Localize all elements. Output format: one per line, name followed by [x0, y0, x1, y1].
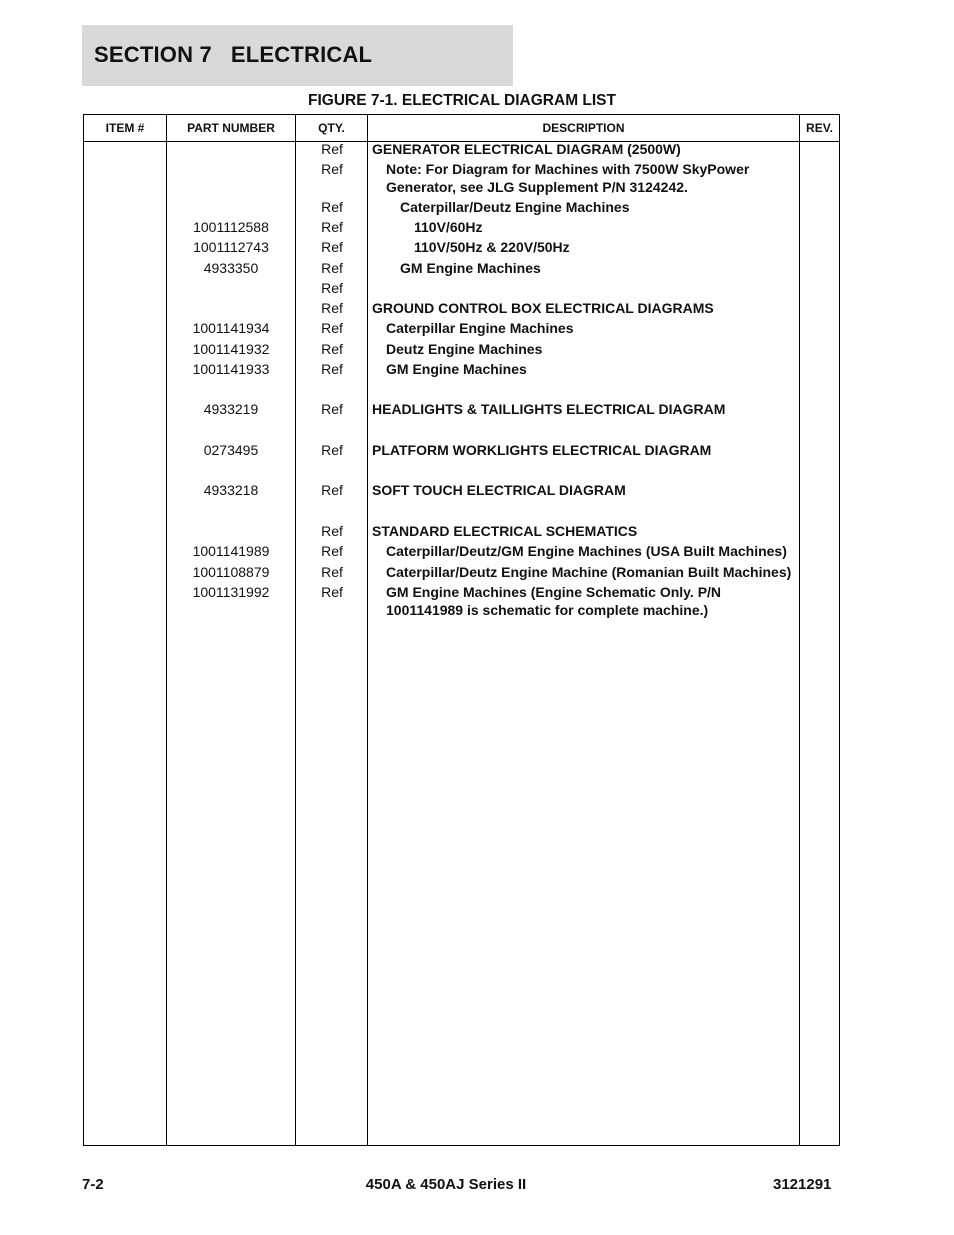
section-title: SECTION 7 ELECTRICAL	[94, 42, 373, 67]
electrical-diagram-table	[83, 114, 840, 1146]
description-cell: 110V/60Hz	[414, 219, 483, 235]
qty-cell: Ref	[321, 260, 343, 276]
description-cell: Caterpillar Engine Machines	[386, 320, 574, 336]
part-number-cell: 0273495	[203, 442, 259, 458]
description-cell: Caterpillar/Deutz Engine Machine (Romanian Built Machines)	[386, 564, 792, 580]
description-cell: GM Engine Machines (Engine Schematic Only. P/N	[386, 584, 722, 600]
figure-title: FIGURE 7-1. ELECTRICAL DIAGRAM LIST	[307, 92, 616, 109]
part-number-cell: 1001131992	[192, 584, 270, 600]
qty-cell: Ref	[321, 442, 343, 458]
description-cell: GROUND CONTROL BOX ELECTRICAL DIAGRAMS	[372, 300, 714, 316]
description-cell: GENERATOR ELECTRICAL DIAGRAM (2500W)	[372, 141, 681, 157]
part-number-cell: 1001112743	[193, 239, 269, 255]
part-number-cell: 1001141932	[192, 341, 270, 357]
qty-cell: Ref	[321, 361, 343, 377]
description-cell: 1001141989 is schematic for complete machine.)	[386, 602, 709, 618]
description-cell: STANDARD ELECTRICAL SCHEMATICS	[372, 523, 638, 539]
section-banner	[82, 25, 513, 86]
description-cell: SOFT TOUCH ELECTRICAL DIAGRAM	[372, 482, 626, 498]
description-cell: Deutz Engine Machines	[386, 341, 543, 357]
description-cell: Generator, see JLG Supplement P/N 3124242.	[386, 179, 688, 195]
description-cell: PLATFORM WORKLIGHTS ELECTRICAL DIAGRAM	[372, 442, 712, 458]
description-cell: 110V/50Hz & 220V/50Hz	[414, 239, 570, 255]
qty-cell: Ref	[321, 584, 343, 600]
part-number-cell: 1001141934	[192, 320, 270, 336]
header-rev: REV.	[806, 121, 833, 135]
qty-cell: Ref	[321, 564, 343, 580]
part-number-cell: 1001112588	[193, 219, 269, 235]
qty-cell: Ref	[321, 401, 343, 417]
qty-cell: Ref	[321, 219, 343, 235]
header-item: ITEM #	[105, 121, 145, 135]
qty-cell: Ref	[321, 199, 343, 215]
description-cell: Caterpillar/Deutz/GM Engine Machines (USA Built Machines)	[386, 543, 787, 559]
part-number-cell: 1001108879	[192, 564, 270, 580]
qty-cell: Ref	[321, 161, 343, 177]
description-cell: GM Engine Machines	[400, 260, 541, 276]
qty-cell: Ref	[321, 300, 343, 316]
qty-cell: Ref	[321, 482, 343, 498]
description-cell: Caterpillar/Deutz Engine Machines	[400, 199, 630, 215]
footer-doc-number: 3121291	[773, 1176, 832, 1193]
description-cell: GM Engine Machines	[386, 361, 527, 377]
qty-cell: Ref	[321, 141, 343, 157]
footer-model: 450A & 450AJ Series II	[365, 1176, 527, 1193]
qty-cell: Ref	[321, 341, 343, 357]
part-number-cell: 4933218	[203, 482, 259, 498]
description-cell: HEADLIGHTS & TAILLIGHTS ELECTRICAL DIAGRAM	[372, 401, 726, 417]
part-number-cell: 4933219	[203, 401, 259, 417]
header-description: DESCRIPTION	[542, 121, 625, 135]
qty-cell: Ref	[321, 523, 343, 539]
footer-page-number: 7-2	[82, 1176, 104, 1193]
part-number-cell: 1001141933	[192, 361, 270, 377]
qty-cell: Ref	[321, 239, 343, 255]
description-cell: Note: For Diagram for Machines with 7500W SkyPower	[386, 161, 750, 177]
qty-cell: Ref	[321, 280, 343, 296]
header-part-number: PART NUMBER	[187, 121, 275, 135]
qty-cell: Ref	[321, 543, 343, 559]
column-divider	[799, 115, 800, 1145]
part-number-cell: 1001141989	[192, 543, 270, 559]
part-number-cell: 4933350	[203, 260, 259, 276]
header-qty: QTY.	[318, 121, 345, 135]
qty-cell: Ref	[321, 320, 343, 336]
